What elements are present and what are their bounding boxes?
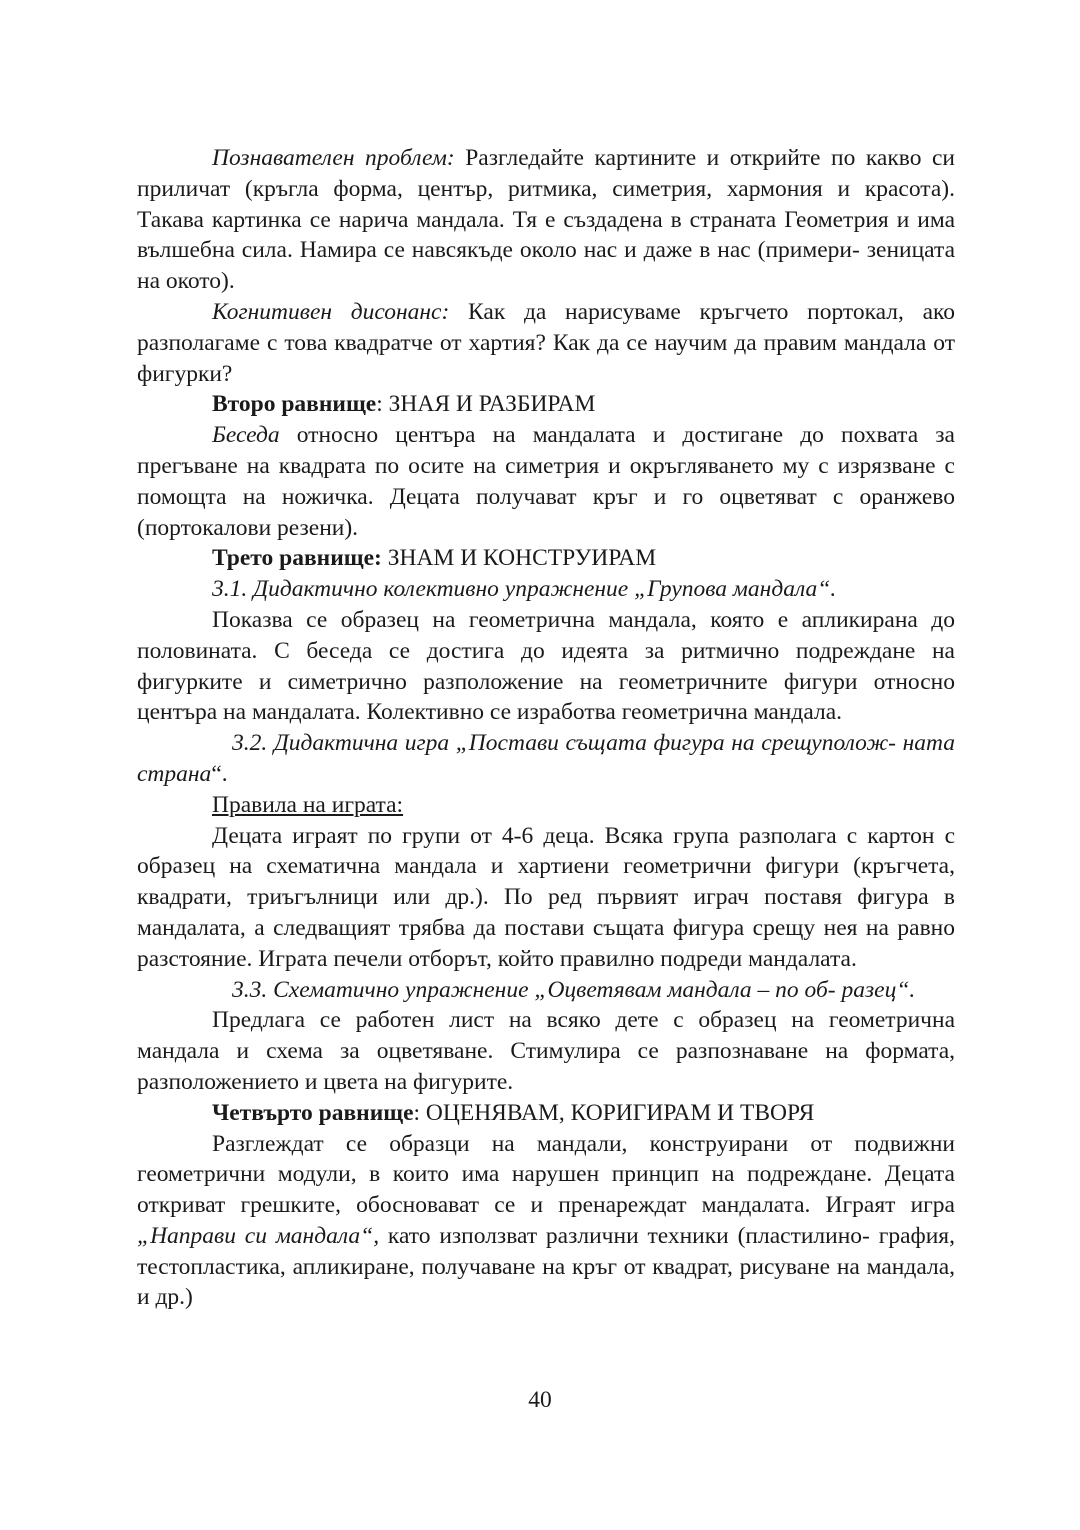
- subsection-3-1: [137, 574, 955, 605]
- subsection-3-3: [137, 975, 955, 1006]
- page-number: 40: [528, 1387, 552, 1413]
- heading-bold: Четвърто равнище: [212, 1099, 414, 1126]
- paragraph-cognitive-problem: [137, 143, 955, 297]
- paragraph-sample-shown: [137, 605, 955, 728]
- paragraph-text: Разгледайте картините и открийте по какво си приличат (кръгла форма, център, ритмика, симетрия, хармония и красота). Такава картинка се нарича мандала. Тя е създадена в страната Геометрия и има вълшебна сила. Намира се навсякъде около нас и даже в нас (примери- зеницата на окото).: [137, 145, 955, 295]
- term-conversation: Беседа: [212, 422, 280, 449]
- heading-text: : ЗНАЯ И РАЗБИРАМ: [376, 391, 596, 418]
- page-body: [137, 143, 955, 1313]
- heading-bold: Трето равнище:: [212, 545, 382, 572]
- heading-level-three: [137, 543, 955, 574]
- game-rules-label: Правила на играта:: [212, 791, 404, 818]
- subsection-3-2: [137, 728, 955, 790]
- paragraph-text: Как да нарисуваме кръгчето портокал, ако разполагаме с това квадратче от хартия? Как да се научим да правим мандала от фигурки?: [137, 298, 956, 387]
- paragraph-text: Разглеждат се образци на мандали, конструирани от подвижни геометрични модули, в които има нарушен принцип на подреждане. Децата откриват грешките, обосновават се и пренареждат мандалата. Играят игра: [137, 1130, 955, 1219]
- heading-text: : ОЦЕНЯВАМ, КОРИГИРАМ И ТВОРЯ: [413, 1099, 815, 1126]
- paragraph-conversation: [137, 420, 955, 543]
- paragraph-text: Децата играят по групи от 4-6 деца. Всяка група разполага с картон с образец на схематична мандала и хартиени геометрични фигури (кръгчета, квадрати, триъгълници или др.). По ред първият играч поставя фигура в мандалата, а следващият трябва да постави същата фигура срещу нея на равно разстояние. Играта печели отборът, който правилно подреди мандалата.: [137, 822, 955, 972]
- term-cognitive-problem: Познавателен проблем:: [212, 145, 455, 171]
- heading-level-four: [137, 1098, 955, 1129]
- paragraph-text: като използват различни техники (пластилино- графия, тестопластика, апликиране, получаване на кръг от квадрат, рисуване на мандала, и др.): [137, 1222, 955, 1311]
- paragraph-text: Предлага се работен лист на всяко дете с образец на геометрична мандала и схема за оцветяване. Стимулира се разпознаване на формата, разположението и цвета на фигурите.: [137, 1007, 955, 1095]
- paragraph-game-rules: [137, 821, 955, 975]
- paragraph-text: относно центъра на мандалата и достигане до похвата за прегъване на квадрата по осите на симетрия и окръгляването му с изрязване с помощта на ножичка. Децата получават кръг и го оцветяват с оранжево (портокалови резени).: [137, 422, 955, 541]
- subsection-title: 3.3. Схематично упражнение „Оцветявам мандала – по об- разец“.: [232, 976, 916, 1003]
- heading-level-two: [137, 389, 955, 420]
- subsection-title: 3.2. Дидактична игра „Постави същата фигура на срещуполож- ната страна: [137, 730, 955, 787]
- paragraph-text: Показва се образец на геометрична мандала, която е апликирана до половината. С беседа се достига до идеята за ритмично подреждане на фигурките и симетрично разположение на геометричните фигури относно центъра на мандалата. Колективно се изработва геометрична мандала.: [137, 606, 955, 726]
- subsection-tail: “.: [211, 760, 228, 787]
- heading-bold: Второ равнище: [212, 391, 377, 418]
- term-cognitive-dissonance: Когнитивен дисонанс:: [212, 298, 450, 325]
- paragraph-worksheet: [137, 1005, 955, 1097]
- game-rules-heading: [137, 790, 955, 821]
- heading-text: ЗНАМ И КОНСТРУИРАМ: [381, 545, 657, 572]
- paragraph-mandala-examples: [137, 1129, 955, 1314]
- subsection-title: 3.1. Дидактично колективно упражнение „Групова мандала“.: [212, 576, 837, 603]
- game-title: „Направи си мандала“,: [137, 1222, 380, 1249]
- paragraph-cognitive-dissonance: [137, 297, 955, 389]
